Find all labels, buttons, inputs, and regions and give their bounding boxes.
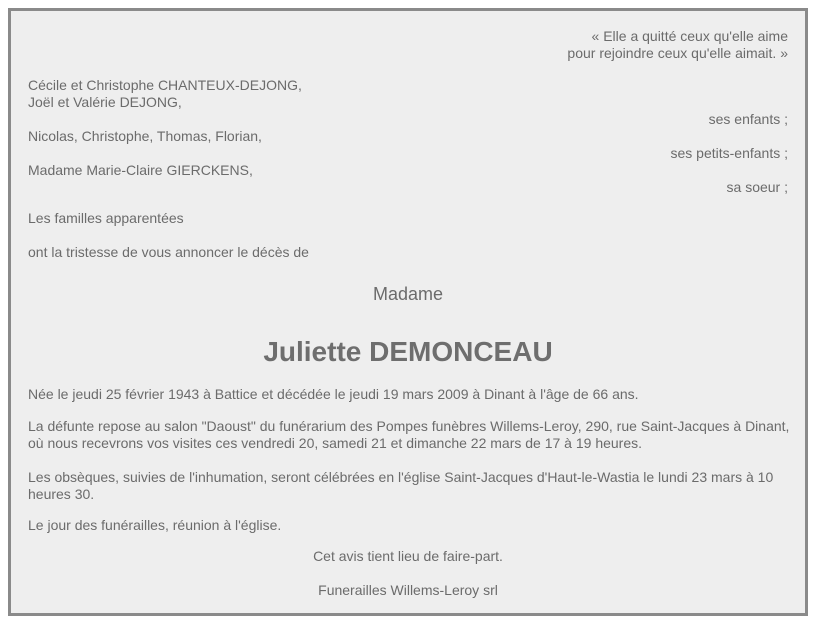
children-role: ses enfants ; [708,111,788,127]
sister: Madame Marie-Claire GIERCKENS, [28,162,253,178]
children-line-2: Joël et Valérie DEJONG, [28,94,182,110]
deceased-title: Madame [372,284,444,304]
announcement: ont la tristesse de vous annoncer le décès de [28,244,309,260]
quote-line-2: pour rejoindre ceux qu'elle aimait. » [567,45,788,61]
related-families: Les familles apparentées [28,210,184,226]
company-name: Funerailles Willems-Leroy srl [318,582,498,598]
grandchildren-role: ses petits-enfants ; [670,145,788,161]
death-notice-card [8,8,808,616]
grandchildren: Nicolas, Christophe, Thomas, Florian, [28,128,262,144]
quote-line-1: « Elle a quitté ceux qu'elle aime [591,28,788,44]
funeral-paragraph: Les obsèques, suivies de l'inhumation, seront célébrées en l'église Saint-Jacques d'Haut-le-Wastia le lundi 23 mars à 10 heures 30. [28,469,774,502]
children-line-1: Cécile et Christophe CHANTEUX-DEJONG, [28,77,302,93]
sister-role: sa soeur ; [726,179,788,195]
repose-paragraph: La défunte repose au salon "Daoust" du funérarium des Pompes funèbres Willems-Leroy, 290, rue Saint-Jacques à Dinant, où nous recevrons vos visites ces vendredi 20, samedi 21 et dimanche 22 mars de 17 à 19 heures. [28,418,790,451]
reunion-paragraph: Le jour des funérailles, réunion à l'église. [28,517,282,533]
deceased-name: Juliette DEMONCEAU [263,336,553,367]
notice-line: Cet avis tient lieu de faire-part. [313,548,503,564]
birth-death-paragraph: Née le jeudi 25 février 1943 à Battice et décédée le jeudi 19 mars 2009 à Dinant à l'âge de 66 ans. [28,386,639,402]
